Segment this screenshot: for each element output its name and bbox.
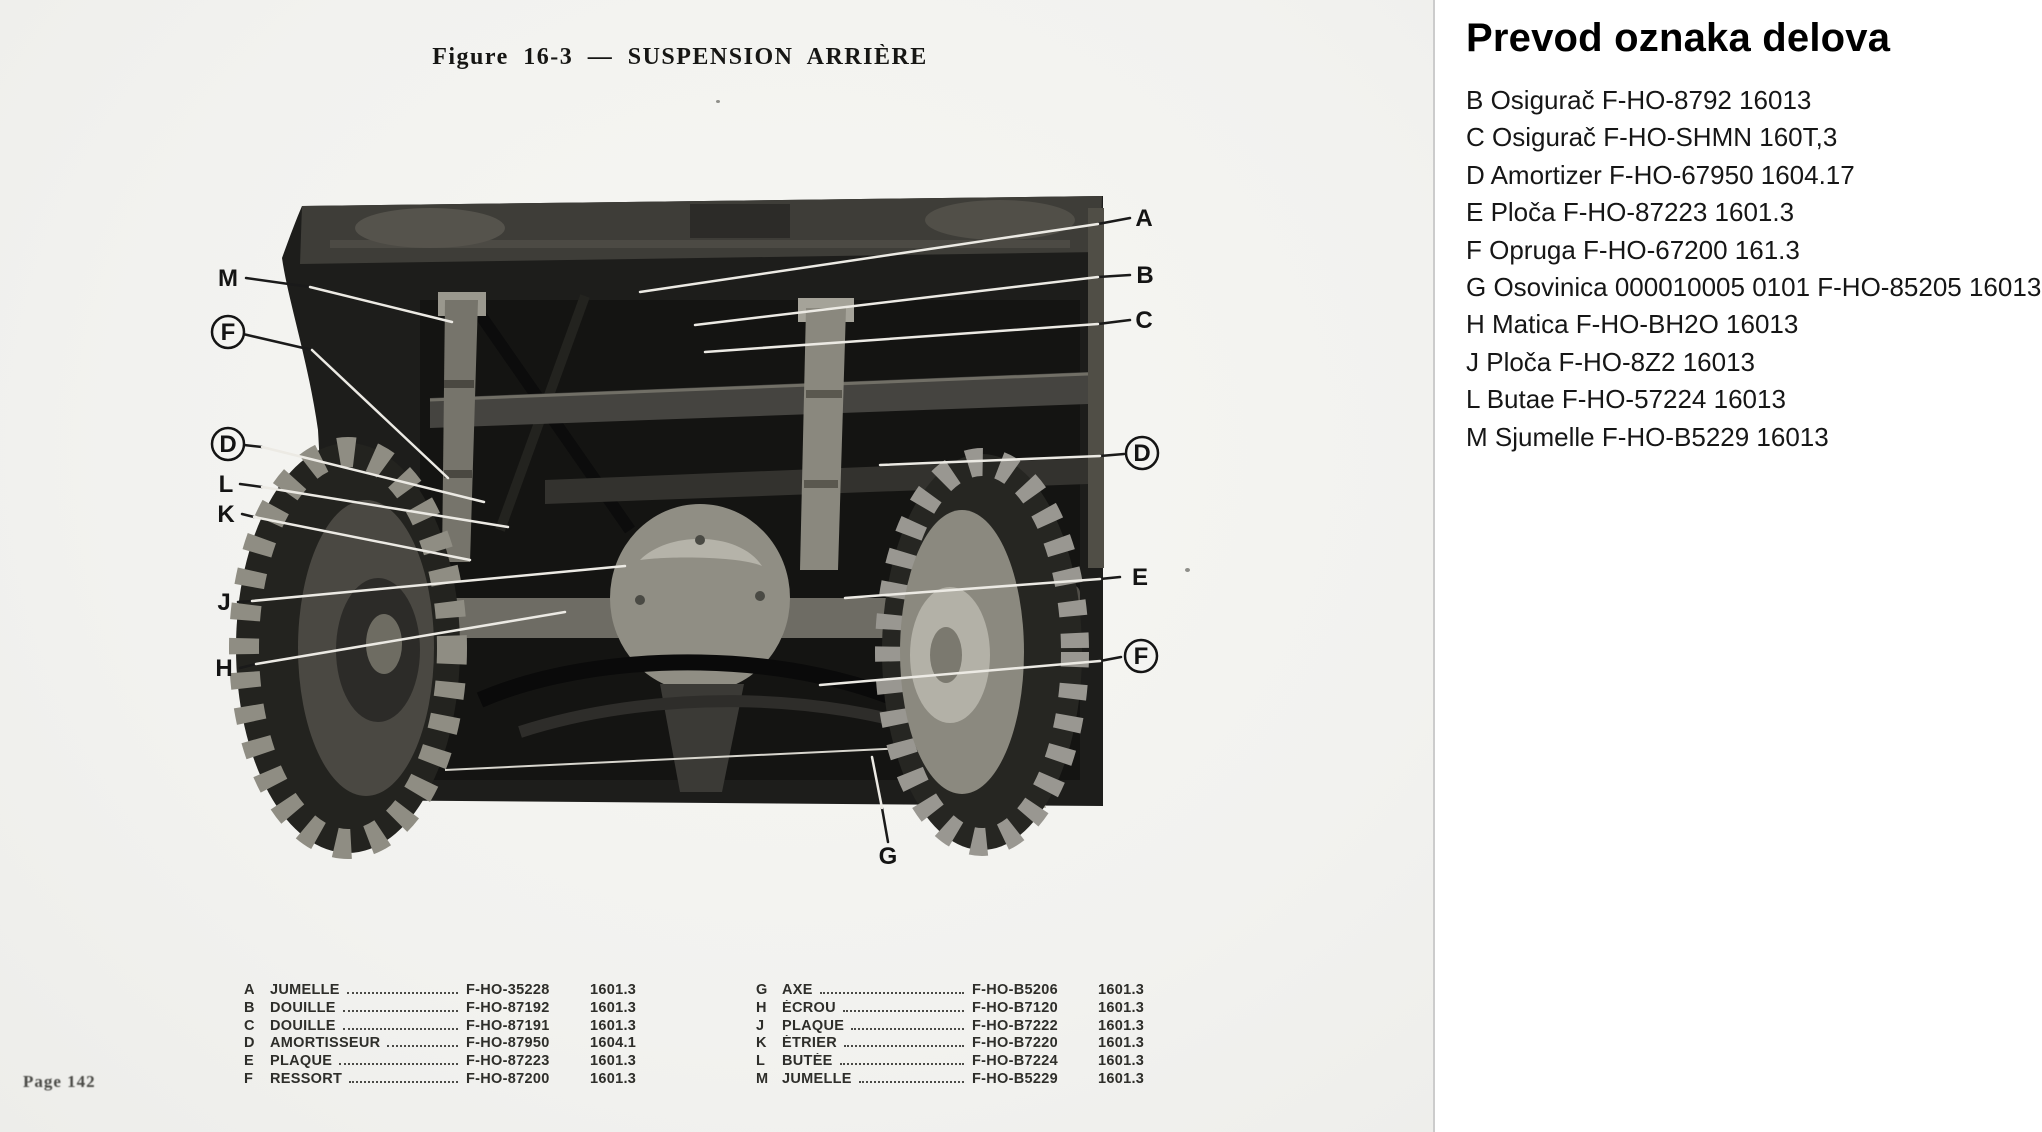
table-row bbox=[240, 1035, 658, 1053]
dot-leader bbox=[859, 1081, 964, 1083]
translation-panel-title: Prevod oznaka delova bbox=[1466, 16, 1891, 60]
parts-table-left bbox=[240, 982, 658, 1089]
callout-K: K bbox=[217, 501, 235, 528]
callout-H: H bbox=[215, 655, 233, 682]
parts-table-right bbox=[752, 982, 1164, 1089]
part-ref: 1601.3 bbox=[590, 982, 637, 998]
part-ref: 1601.3 bbox=[590, 1053, 637, 1070]
table-row bbox=[752, 1053, 1164, 1071]
dot-leader bbox=[343, 1028, 458, 1030]
callout-J: J bbox=[217, 589, 231, 616]
part-number: F-HO-35228 bbox=[466, 982, 550, 998]
dot-leader bbox=[820, 992, 964, 994]
table-row bbox=[752, 1071, 1164, 1089]
part-letter: A bbox=[244, 982, 255, 998]
part-letter: H bbox=[756, 999, 767, 1016]
callout-F-left: F bbox=[220, 319, 236, 346]
dot-leader bbox=[387, 1045, 458, 1047]
dot-leader bbox=[339, 1063, 458, 1065]
list-item: F Opruga F-HO-67200 161.3 bbox=[1466, 234, 1800, 265]
part-number: F-HO-B5206 bbox=[972, 982, 1058, 998]
translation-list bbox=[1466, 82, 2042, 456]
part-ref: 1601.3 bbox=[590, 1017, 637, 1034]
part-number: F-HO-B7120 bbox=[972, 999, 1058, 1016]
dot-leader bbox=[843, 1010, 964, 1012]
part-name: DOUILLE bbox=[270, 999, 336, 1016]
callout-G: G bbox=[878, 843, 898, 870]
part-name: BUTÉE bbox=[782, 1053, 833, 1070]
part-letter: E bbox=[244, 1053, 254, 1070]
callout-M: M bbox=[218, 265, 238, 292]
right-tire bbox=[882, 454, 1082, 850]
part-ref: 1601.3 bbox=[1098, 1017, 1145, 1034]
dot-leader bbox=[349, 1081, 458, 1083]
part-name: ÉCROU bbox=[782, 999, 836, 1016]
part-letter: M bbox=[756, 1070, 769, 1087]
list-item: M Sjumelle F-HO-B5229 16013 bbox=[1466, 421, 1829, 452]
panel-divider bbox=[1433, 0, 1435, 1132]
figure-title: Figure 16-3 — SUSPENSION ARRIÈRE bbox=[432, 44, 928, 70]
part-number: F-HO-B5229 bbox=[972, 1070, 1058, 1087]
part-ref: 1601.3 bbox=[590, 1070, 637, 1087]
dot-leader bbox=[840, 1063, 964, 1065]
table-row bbox=[240, 1053, 658, 1071]
callout-C: C bbox=[1135, 307, 1153, 334]
part-name: PLAQUE bbox=[270, 1053, 333, 1070]
scan-speck bbox=[1185, 568, 1190, 572]
callout-L: L bbox=[218, 471, 234, 498]
callout-F-right: F bbox=[1133, 643, 1149, 670]
part-number: F-HO-87192 bbox=[466, 999, 550, 1016]
dot-leader bbox=[844, 1045, 964, 1047]
part-number: F-HO-87950 bbox=[466, 1035, 550, 1052]
list-item: J Ploča F-HO-8Z2 16013 bbox=[1466, 346, 1756, 377]
part-ref: 1601.3 bbox=[1098, 1053, 1145, 1070]
table-row bbox=[240, 1000, 658, 1018]
list-item: E Ploča F-HO-87223 1601.3 bbox=[1466, 197, 1795, 228]
part-letter: K bbox=[756, 1035, 767, 1052]
part-letter: J bbox=[756, 1017, 765, 1034]
callout-A: A bbox=[1135, 205, 1153, 232]
part-number: F-HO-B7220 bbox=[972, 1035, 1058, 1052]
part-letter: G bbox=[756, 982, 768, 998]
part-name: AXE bbox=[782, 982, 813, 998]
part-number: F-HO-87191 bbox=[466, 1017, 550, 1034]
part-name: JUMELLE bbox=[782, 1070, 852, 1087]
list-item: G Osovinica 000010005 0101 F-HO-85205 16013 bbox=[1466, 272, 2042, 303]
part-number: F-HO-B7222 bbox=[972, 1017, 1058, 1034]
part-name: ÉTRIER bbox=[782, 1035, 837, 1052]
table-row bbox=[752, 1035, 1164, 1053]
part-name: JUMELLE bbox=[270, 982, 340, 998]
part-ref: 1601.3 bbox=[1098, 1035, 1145, 1052]
callout-D-left: D bbox=[219, 431, 237, 458]
table-row bbox=[240, 982, 658, 1000]
part-ref: 1604.1 bbox=[590, 1035, 637, 1052]
part-name: AMORTISSEUR bbox=[270, 1035, 381, 1052]
part-ref: 1601.3 bbox=[1098, 999, 1145, 1016]
scan-speck bbox=[716, 100, 720, 103]
dot-leader bbox=[347, 992, 458, 994]
part-number: F-HO-87223 bbox=[466, 1053, 550, 1070]
dot-leader bbox=[851, 1028, 964, 1030]
part-letter: L bbox=[756, 1053, 766, 1070]
part-name: RESSORT bbox=[270, 1070, 343, 1087]
part-letter: F bbox=[244, 1070, 254, 1087]
list-item: L Butae F-HO-57224 16013 bbox=[1466, 384, 1786, 415]
callout-E: E bbox=[1131, 564, 1149, 591]
callout-B: B bbox=[1136, 262, 1154, 289]
part-letter: B bbox=[244, 999, 255, 1016]
part-ref: 1601.3 bbox=[1098, 982, 1145, 998]
list-item: D Amortizer F-HO-67950 1604.17 bbox=[1466, 159, 1855, 190]
part-name: DOUILLE bbox=[270, 1017, 336, 1034]
part-letter: C bbox=[244, 1017, 255, 1034]
part-ref: 1601.3 bbox=[1098, 1070, 1145, 1087]
list-item: B Osigurač F-HO-8792 16013 bbox=[1466, 85, 1812, 115]
list-item: C Osigurač F-HO-SHMN 160T,3 bbox=[1466, 122, 1838, 153]
page-number: Page 142 bbox=[23, 1072, 96, 1091]
part-ref: 1601.3 bbox=[590, 999, 637, 1016]
part-name: PLAQUE bbox=[782, 1017, 845, 1034]
table-row bbox=[240, 1018, 658, 1036]
translation-panel bbox=[1438, 0, 2042, 1132]
part-number: F-HO-B7224 bbox=[972, 1053, 1058, 1070]
dot-leader bbox=[343, 1010, 458, 1012]
table-row bbox=[752, 1000, 1164, 1018]
part-letter: D bbox=[244, 1035, 255, 1052]
table-row bbox=[752, 982, 1164, 1000]
list-item: H Matica F-HO-BH2O 16013 bbox=[1466, 309, 1799, 340]
callout-D-right: D bbox=[1133, 440, 1151, 467]
part-number: F-HO-87200 bbox=[466, 1070, 550, 1087]
table-row bbox=[240, 1071, 658, 1089]
table-row bbox=[752, 1018, 1164, 1036]
